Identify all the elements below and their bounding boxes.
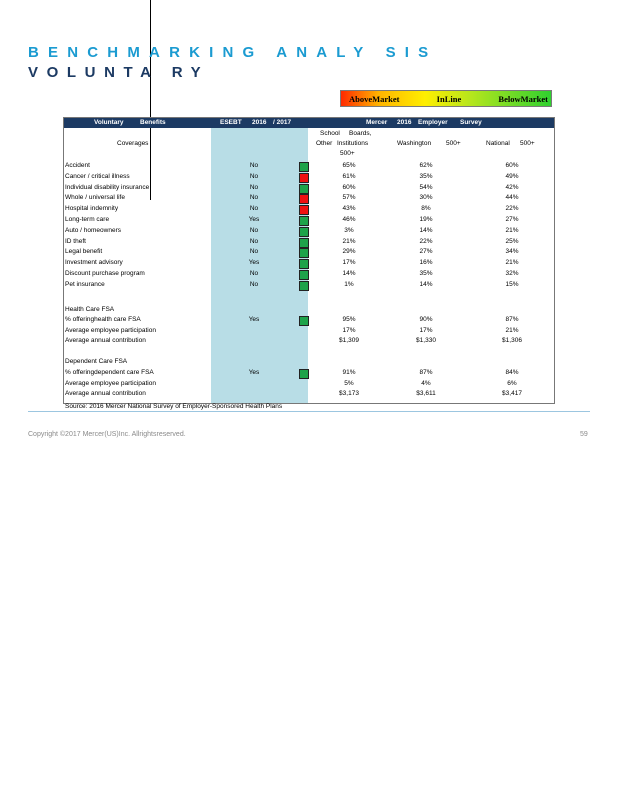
cell-washington: $1,330: [416, 337, 436, 344]
status-swatch-green: [299, 316, 309, 326]
subheader-washington: Washington: [397, 140, 432, 147]
cell-national: 15%: [505, 280, 519, 288]
subheader-wa500: 500+: [446, 140, 461, 147]
cell-national: 44%: [505, 194, 519, 202]
header-esebt: ESEBT: [220, 119, 242, 126]
cell-esebt: No: [249, 237, 259, 245]
cell-esebt: Yes: [248, 216, 260, 223]
cell-national: 49%: [505, 172, 519, 180]
cell-washington: 19%: [419, 216, 433, 223]
cell-washington: 22%: [419, 237, 433, 245]
cell-school: 14%: [342, 270, 356, 277]
cell-washington: 90%: [419, 316, 433, 323]
status-swatch-green: [299, 238, 309, 248]
cell-national: 21%: [505, 259, 519, 267]
cell-washington: 16%: [419, 259, 433, 267]
cell-washington: $3,611: [416, 390, 436, 397]
cell-washington: 14%: [419, 280, 433, 288]
cell-label: Average annual contribution: [65, 390, 146, 397]
subheader-school: School: [320, 130, 340, 137]
cell-national: 6%: [507, 379, 517, 387]
cell-national: 84%: [505, 369, 519, 376]
cell-school: 1%: [344, 280, 354, 288]
cell-label: Long-term care: [65, 216, 110, 223]
status-swatch-red: [299, 205, 309, 215]
cell-school: $3,173: [339, 390, 359, 397]
header-benefits: Benefits: [140, 119, 166, 126]
cell-esebt: Yes: [248, 259, 260, 267]
cell-school: 21%: [342, 237, 356, 245]
cell-national: 60%: [505, 162, 519, 169]
cell-washington: 30%: [419, 194, 433, 202]
subheader-500plus: 500+: [340, 150, 355, 157]
header-mercer: Mercer: [366, 119, 388, 126]
cell-school: 29%: [342, 248, 356, 256]
cell-label: Hospital indemnity: [65, 205, 119, 213]
legend-below-market: BelowMarket: [498, 93, 548, 104]
status-swatch-green: [299, 184, 309, 194]
cell-esebt: No: [249, 270, 259, 277]
cell-national: $1,306: [502, 337, 522, 344]
cell-national: 21%: [505, 226, 519, 234]
cell-label: ID theft: [65, 237, 86, 245]
cell-washington: 14%: [419, 226, 433, 234]
status-swatch-green: [299, 162, 309, 172]
cell-label: Pet insurance: [65, 280, 105, 288]
cell-washington: 4%: [421, 379, 431, 387]
status-swatch-green: [299, 369, 309, 379]
cell-school: 43%: [342, 205, 356, 213]
market-legend: [340, 90, 552, 107]
subheader-other: Other: [316, 140, 333, 147]
page-subtitle: VOLUNTA RY: [28, 64, 210, 81]
subheader-coverages: Coverages: [117, 140, 149, 147]
header-employer: Employer: [418, 119, 448, 126]
cell-label: % offeringhealth care FSA: [65, 316, 141, 323]
section-heading-health-fsa: Health Care FSA: [65, 306, 115, 313]
cell-esebt: No: [249, 194, 259, 202]
cell-label: Accident: [65, 162, 90, 169]
cell-school: 60%: [342, 183, 356, 191]
cell-label: Whole / universal life: [65, 194, 125, 202]
cell-label: Investment advisory: [65, 259, 123, 267]
cell-esebt: Yes: [248, 316, 260, 323]
cell-esebt: No: [249, 172, 259, 180]
subheader-nat500: 500+: [520, 140, 535, 147]
table-header-bar: [64, 118, 554, 128]
status-swatch-green: [299, 281, 309, 291]
cell-label: Average employee participation: [65, 326, 156, 334]
page-number: 59: [580, 431, 588, 438]
copyright: Copyright ©2017 Mercer(US)Inc. Allrightsreserved.: [28, 431, 186, 438]
subheader-boards: Boards,: [349, 130, 372, 137]
status-swatch-green: [299, 216, 309, 226]
cell-school: 17%: [342, 326, 356, 334]
subheader-institutions: Institutions: [337, 140, 369, 147]
cell-washington: 35%: [419, 270, 433, 277]
header-voluntary: Voluntary: [94, 119, 124, 126]
cell-school: 57%: [342, 194, 356, 202]
cell-esebt: No: [249, 280, 259, 288]
cell-national: 32%: [505, 270, 519, 277]
status-swatch-red: [299, 173, 309, 183]
cell-washington: 8%: [421, 205, 431, 213]
status-swatch-green: [299, 259, 309, 269]
cell-school: 91%: [342, 369, 356, 376]
legend-above-market: AboveMarket: [349, 93, 400, 104]
cell-label: Discount purchase program: [65, 270, 145, 277]
status-swatch-green: [299, 248, 309, 258]
cell-national: 25%: [505, 237, 519, 245]
cell-label: Average employee participation: [65, 379, 156, 387]
subheader-national: National: [486, 140, 510, 147]
cell-esebt: No: [249, 226, 259, 234]
cell-esebt: No: [249, 183, 259, 191]
cell-label: % offeringdependent care FSA: [65, 369, 154, 376]
benchmark-table: [63, 117, 555, 404]
cell-washington: 27%: [419, 248, 433, 256]
cell-washington: 62%: [419, 162, 433, 169]
cell-school: 3%: [344, 226, 354, 234]
cell-school: $1,309: [339, 337, 359, 344]
cell-national: 87%: [505, 316, 519, 323]
header-survey-year: 2016: [397, 119, 412, 126]
cell-washington: 17%: [419, 326, 433, 334]
page-title: BENCHMARKING ANALY SIS: [28, 44, 438, 61]
status-swatch-green: [299, 270, 309, 280]
header-year2: / 2017: [273, 119, 292, 126]
cell-esebt: No: [249, 162, 259, 169]
source-note: Source: 2016 Mercer National Survey of Employer-Sponsored Health Plans: [65, 403, 283, 410]
cell-national: $3,417: [502, 390, 522, 397]
cell-label: Average annual contribution: [65, 337, 146, 344]
cell-washington: 87%: [419, 369, 433, 376]
cell-national: 34%: [505, 248, 519, 256]
cell-esebt: No: [249, 248, 259, 256]
cell-national: 27%: [505, 216, 519, 223]
header-survey: Survey: [460, 119, 482, 126]
status-swatch-red: [299, 194, 309, 204]
header-year: 2016: [252, 119, 267, 126]
cell-school: 17%: [342, 259, 356, 267]
cell-washington: 54%: [419, 183, 433, 191]
cell-school: 46%: [342, 216, 356, 223]
cell-school: 5%: [344, 379, 354, 387]
cell-school: 61%: [342, 172, 356, 180]
cell-esebt: Yes: [248, 369, 260, 376]
cell-school: 95%: [342, 316, 356, 323]
legend-in-line: InLine: [436, 93, 462, 104]
cell-label: Legal benefit: [65, 248, 103, 256]
cell-washington: 35%: [419, 172, 433, 180]
cell-school: 65%: [342, 162, 356, 169]
cell-national: 22%: [505, 205, 519, 213]
cell-esebt: No: [249, 205, 259, 213]
cell-label: Individual disability insurance: [65, 183, 150, 191]
cell-label: Auto / homeowners: [65, 226, 122, 234]
section-heading-dependent-fsa: Dependent Care FSA: [65, 358, 128, 365]
footer-rule: [28, 411, 590, 412]
status-swatch-green: [299, 227, 309, 237]
cell-national: 42%: [505, 183, 519, 191]
cell-label: Cancer / critical illness: [65, 172, 130, 180]
cell-national: 21%: [505, 326, 519, 334]
